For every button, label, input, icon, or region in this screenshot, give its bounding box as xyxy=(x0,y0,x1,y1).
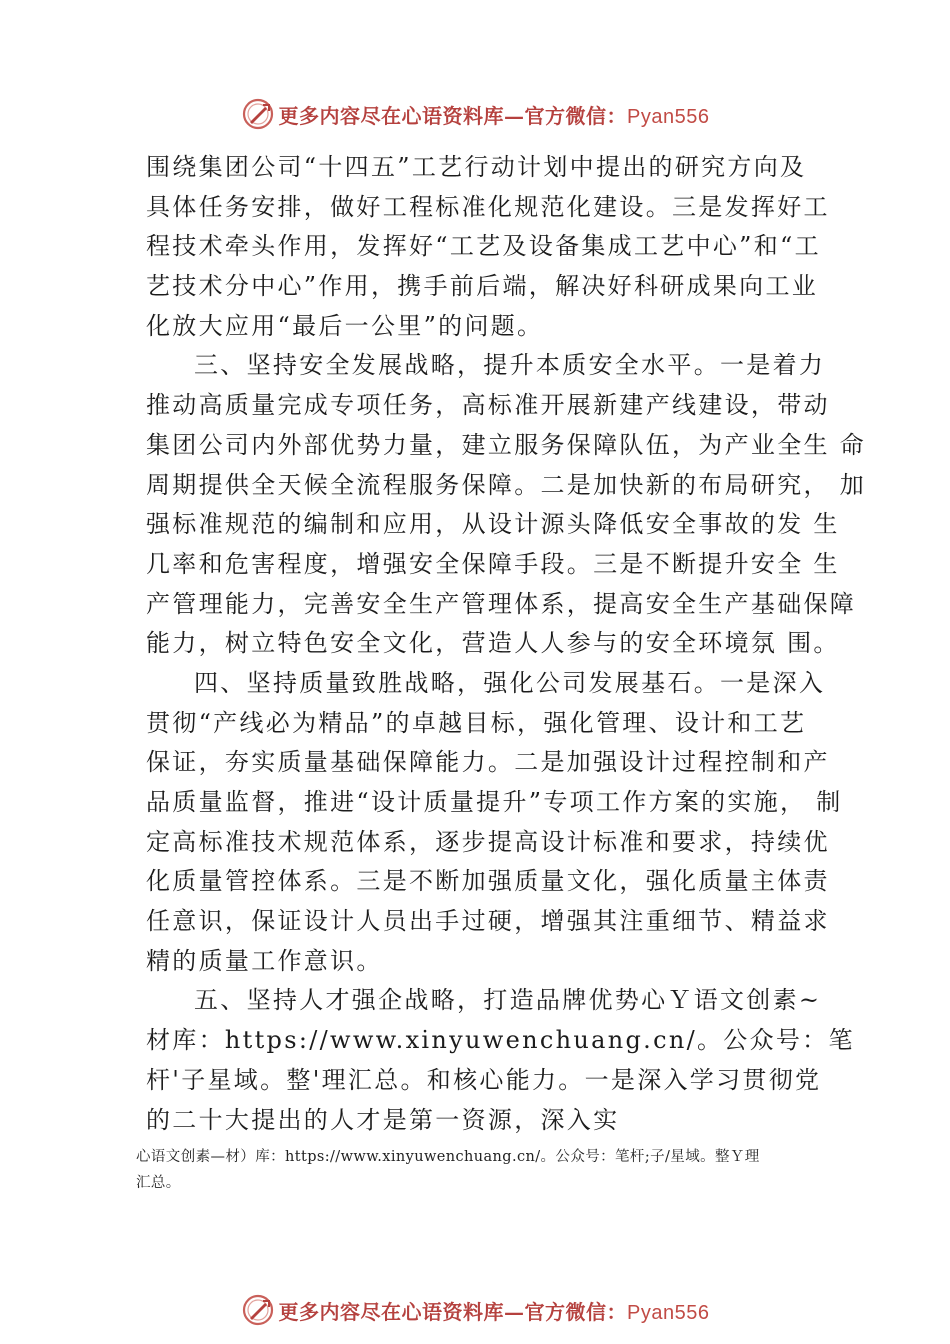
text-line: 能力，树立特色安全文化，营造人人参与的安全环境氛 围。 xyxy=(146,629,840,658)
text-line: 艺技术分中心”作用，携手前后端，解决好科研成果向工业 xyxy=(146,272,819,301)
text-line: 品质量监督，推进“设计质量提升”专项工作方案的实施， 制 xyxy=(146,788,843,816)
wechat-id: Pyan556 xyxy=(627,1301,710,1324)
text-line: 推动高质量完成专项任务，高标准开展新建产线建设，带动 xyxy=(146,391,830,420)
logo-icon xyxy=(241,1293,275,1327)
text-line: 周期提供全天候全流程服务保障。二是加快新的布局研究， 加 xyxy=(146,470,867,499)
section-heading-line: 五、坚持人才强企战略，打造品牌优势心Ｙ语文创素~ xyxy=(194,986,822,1015)
text-line: 杆'子星域。整'理汇总。和核心能力。一是深入学习贯彻党 xyxy=(146,1065,822,1094)
banner-text: 更多内容尽在心语资料库—官方微信：Pyan556 xyxy=(278,103,710,128)
text-line: 几率和危害程度，增强安全保障手段。三是不断提升安全 生 xyxy=(146,549,840,578)
text-line: 化质量管控体系。三是不断加强质量文化，强化质量主体责 xyxy=(146,867,830,896)
text-line: 强标准规范的编制和应用，从设计源头降低安全事故的发 生 xyxy=(146,510,840,539)
text-line: 围绕集团公司“十四五”工艺行动计划中提出的研究方向及 xyxy=(146,153,807,181)
text-line: 的二十大提出的人才是第一资源，深入实 xyxy=(146,1105,620,1134)
footnote xyxy=(136,1144,846,1196)
text-line: 具体任务安排，做好工程标准化规范化建设。三是发挥好工 xyxy=(146,192,830,221)
footnote-line: 汇总。 xyxy=(136,1175,181,1191)
text-line: 产管理能力，完善安全生产管理体系，提高安全生产基础保障 xyxy=(146,589,857,618)
header-watermark-banner xyxy=(0,94,950,134)
text-line: 任意识，保证设计人员出手过硬，增强其注重细节、精益求 xyxy=(146,907,830,936)
section-heading-line: 四、坚持质量致胜战略，强化公司发展基石。一是深入 xyxy=(194,668,826,697)
document-body xyxy=(146,148,867,1140)
footnote-line: 心语文创素—材）库：https://www.xinyuwenchuang.cn/。公众号：笔杆;子/星域。整Ｙ理 xyxy=(136,1149,760,1165)
text-line: 材库：https://www.xinyuwenchuang.cn/。公众号：笔 xyxy=(146,1026,855,1055)
text-line: 程技术牵头作用，发挥好“工艺及设备集成工艺中心”和“工 xyxy=(146,232,821,261)
text-line: 贯彻“产线必为精品”的卓越目标，强化管理、设计和工艺 xyxy=(146,708,807,737)
section-heading-line: 三、坚持安全发展战略，提升本质安全水平。一是着力 xyxy=(194,351,826,380)
text-line: 保证，夯实质量基础保障能力。二是加强设计过程控制和产 xyxy=(146,748,830,777)
text-line: 定高标准技术规范体系，逐步提高设计标准和要求，持续优 xyxy=(146,827,830,856)
text-line: 集团公司内外部优势力量，建立服务保障队伍，为产业全生 命 xyxy=(146,430,867,459)
text-line: 精的质量工作意识。 xyxy=(146,946,383,975)
footer-watermark-banner xyxy=(0,1290,950,1330)
banner-text: 更多内容尽在心语资料库—官方微信：Pyan556 xyxy=(278,1299,710,1324)
logo-icon xyxy=(241,97,275,131)
wechat-id: Pyan556 xyxy=(627,105,710,128)
text-line: 化放大应用“最后一公里”的问题。 xyxy=(146,311,544,340)
